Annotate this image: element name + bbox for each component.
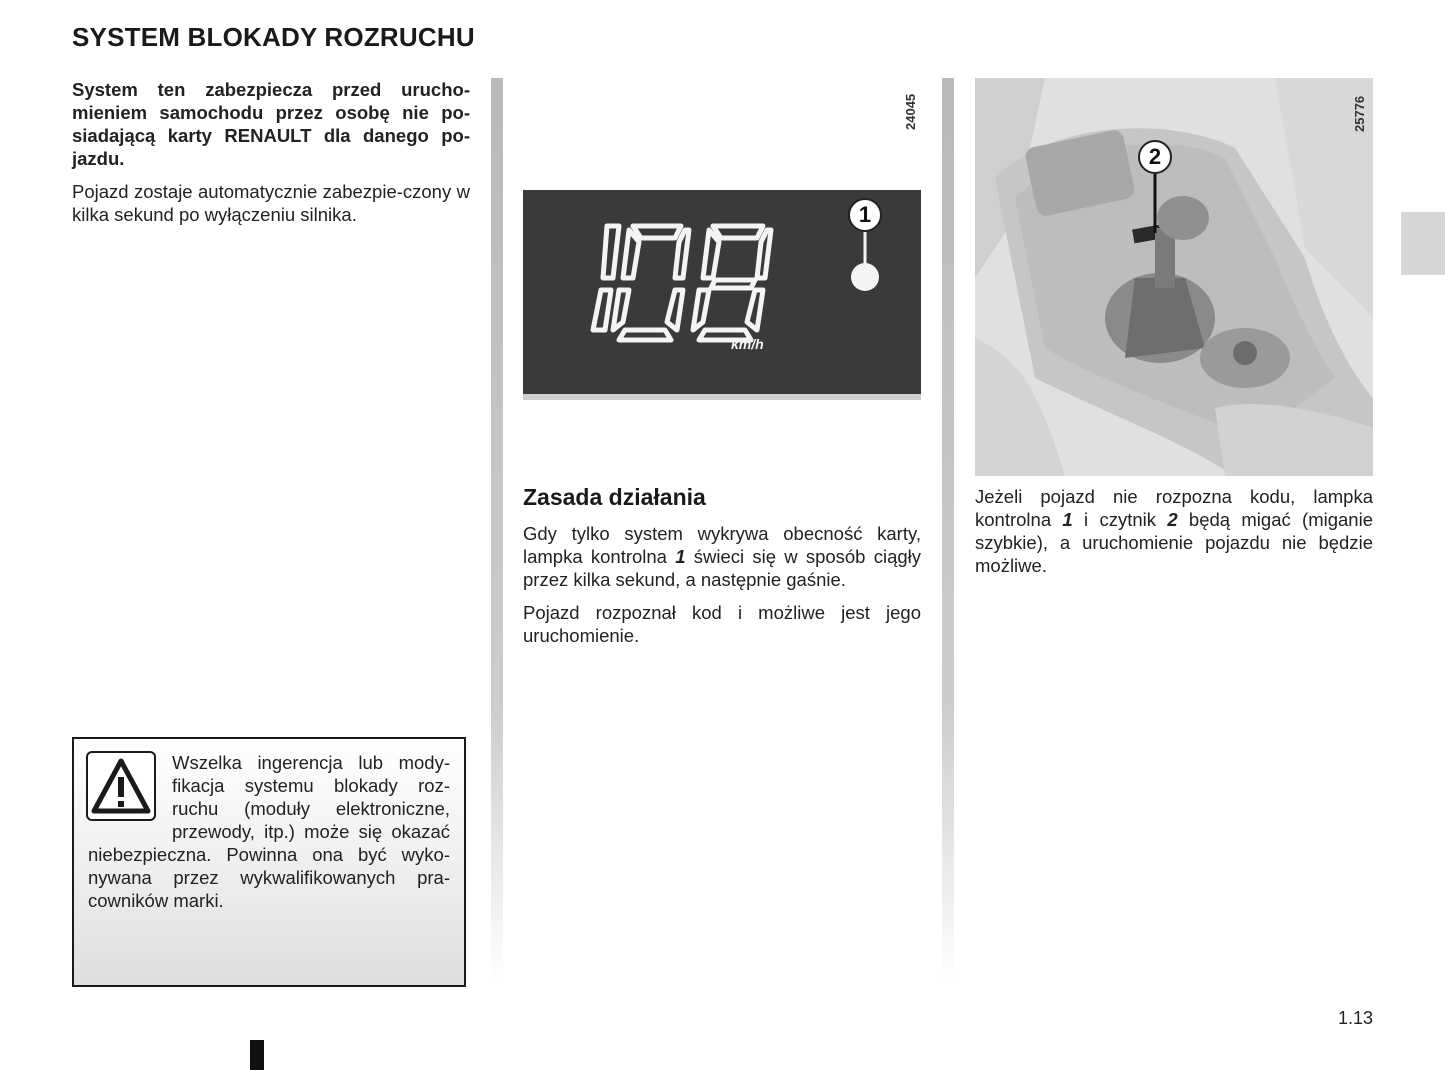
intro-bold-paragraph: System ten zabezpiecza przed urucho-mieniem samochodu przez osobę nie po-siadającą karty RENAULT dla danego po-jazdu.: [72, 79, 470, 169]
print-mark: [250, 1040, 264, 1070]
principle-paragraph: Gdy tylko system wykrywa obecność karty, lampka kontrolna 1 świeci się w sposób ciągły przez kilka sekund, a następnie gaśnie.: [523, 523, 922, 590]
not-recognized-paragraph: Jeżeli pojazd nie rozpozna kodu, lampka kontrolna 1 i czytnik 2 będą migać (miganie szybkie), a uruchomienie pojazdu nie będzie możliwe.: [975, 486, 1373, 576]
recognized-paragraph: Pojazd rozpoznał kod i możliwe jest jego uruchomienie.: [523, 602, 921, 646]
page-number: 1.13: [1337, 1008, 1373, 1028]
warning-triangle-icon: [86, 751, 156, 821]
speed-display-figure: [523, 190, 921, 400]
intro-paragraph: Pojazd zostaje automatycznie zabezpie-czony w kilka sekund po wyłączeniu silnika.: [72, 181, 470, 225]
page-title: SYSTEM BLOKADY ROZRUCHU: [72, 22, 475, 52]
warning-box: [72, 737, 466, 987]
column-divider: [491, 78, 503, 983]
callout-1: 1: [848, 198, 882, 232]
column-2: [523, 522, 921, 657]
warning-text: Wszelka ingerencja lub mody-fikacja systemu blokady roz-ruchu (moduły elektroniczne, przewody, itp.) może się okazać niebezpieczna. Powinna ona być wyko-nywana przez wykwalifikowanych pra-cowników marki.: [88, 752, 450, 911]
section-heading: Zasada działania: [523, 484, 706, 510]
display-bottom-edge: [523, 394, 921, 400]
figure-number: 24045: [903, 93, 918, 130]
column-divider: [942, 78, 954, 983]
column-1: [72, 78, 470, 236]
chapter-tab: [1401, 212, 1445, 275]
column-3: [975, 485, 1373, 587]
gear-lever-photo: [975, 78, 1373, 476]
callout-2: 2: [1138, 140, 1172, 174]
speed-unit: km/h: [731, 336, 764, 352]
figure-number: 25776: [1352, 95, 1367, 132]
